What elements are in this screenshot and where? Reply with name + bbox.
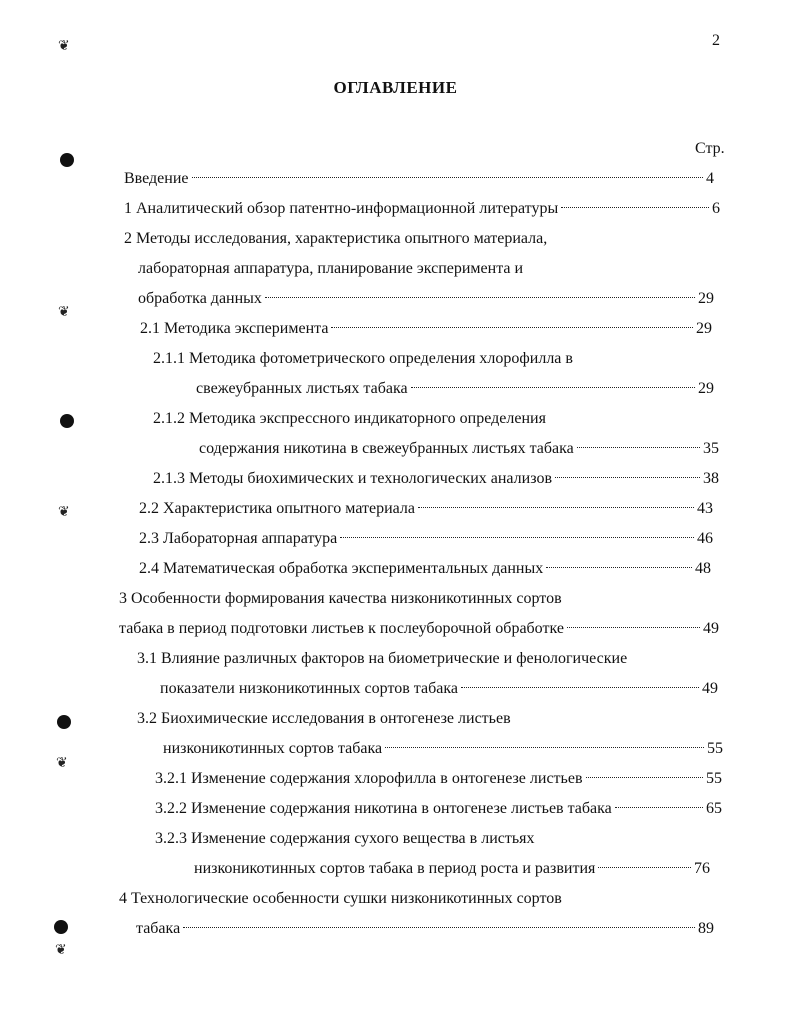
toc-entry-text: 2.1.3 Методы биохимических и технологических анализов — [153, 470, 552, 487]
toc-entry — [139, 527, 713, 551]
binder-hole-dot — [60, 414, 74, 428]
toc-entry-page: 55 — [707, 740, 723, 757]
toc-entry-text: 1 Аналитический обзор патентно-информационной литературы — [124, 200, 559, 217]
toc-entry-text: обработка данных — [138, 290, 262, 307]
toc-entry-page: 29 — [696, 320, 712, 337]
toc-entry — [163, 737, 723, 761]
margin-mark: ❦ — [58, 305, 70, 320]
page-title: ОГЛАВЛЕНИЕ — [333, 78, 458, 97]
toc-entry-text: низконикотинных сортов табака — [163, 740, 383, 757]
toc-entry-page: 65 — [706, 800, 722, 817]
page-column-label: Стр. — [695, 140, 725, 157]
binder-hole-dot — [60, 153, 74, 167]
leader-dots — [183, 927, 695, 928]
toc-entry-text: 2.1.2 Методика экспрессного индикаторного определения — [153, 410, 546, 427]
leader-dots — [586, 777, 704, 778]
toc-entry — [137, 647, 627, 671]
toc-entry-text: 2 Методы исследования, характеристика опытного материала, — [124, 230, 548, 247]
binder-hole-dot — [57, 715, 71, 729]
toc-entry-text: табака — [136, 920, 181, 937]
toc-entry — [196, 377, 714, 401]
toc-entry-page: 49 — [703, 620, 719, 637]
toc-entry-text: 2.1.1 Методика фотометрического определения хлорофилла в — [153, 350, 573, 367]
toc-entry-page: 6 — [712, 200, 720, 217]
toc-entry — [119, 587, 562, 611]
toc-entry-text: 2.4 Математическая обработка экспериментальных данных — [139, 560, 544, 577]
toc-entry-page: 48 — [695, 560, 711, 577]
margin-mark: ❦ — [55, 943, 67, 958]
page-number: 2 — [712, 32, 720, 49]
toc-entry — [155, 797, 722, 821]
leader-dots — [461, 687, 699, 688]
margin-mark: ❦ — [58, 505, 70, 520]
toc-entry-page: 46 — [697, 530, 713, 547]
toc-entry-page: 35 — [703, 440, 719, 457]
toc-entry-text: 3.2.1 Изменение содержания хлорофилла в онтогенезе листьев — [155, 770, 583, 787]
toc-entry — [124, 227, 547, 251]
leader-dots — [192, 177, 704, 178]
toc-entry-text: низконикотинных сортов табака в период роста и развития — [194, 860, 596, 877]
toc-entry — [139, 497, 713, 521]
toc-entry — [155, 767, 722, 791]
toc-entry-text: 3.2.2 Изменение содержания никотина в онтогенезе листьев табака — [155, 800, 612, 817]
toc-entry — [124, 167, 714, 191]
margin-mark: ❦ — [58, 39, 70, 54]
toc-entry-page: 89 — [698, 920, 714, 937]
toc-entry-page: 38 — [703, 470, 719, 487]
toc-entry-page: 49 — [702, 680, 718, 697]
toc-entry — [139, 557, 711, 581]
toc-entry — [138, 257, 523, 281]
leader-dots — [546, 567, 692, 568]
toc-entry-text: 3.2 Биохимические исследования в онтогенезе листьев — [137, 710, 511, 727]
toc-entry-text: 3.1 Влияние различных факторов на биометрические и фенологические — [137, 650, 628, 667]
toc-entry-page: 43 — [697, 500, 713, 517]
toc-entry-text: лабораторная аппаратура, планирование эксперимента и — [138, 260, 524, 277]
leader-dots — [555, 477, 700, 478]
toc-entry-text: Введение — [124, 170, 189, 187]
toc-entry — [137, 707, 511, 731]
leader-dots — [615, 807, 703, 808]
toc-entry-page: 76 — [694, 860, 710, 877]
binder-hole-dot — [54, 920, 68, 934]
toc-entry-text: табака в период подготовки листьев к послеуборочной обработке — [119, 620, 564, 637]
leader-dots — [340, 537, 694, 538]
toc-entry — [138, 287, 714, 311]
toc-entry — [124, 197, 720, 221]
toc-entry-page: 29 — [698, 380, 714, 397]
toc-entry-text: 2.1 Методика эксперимента — [140, 320, 329, 337]
toc-entry — [119, 617, 719, 641]
toc-entry — [194, 857, 710, 881]
toc-entry-text: показатели низконикотинных сортов табака — [160, 680, 458, 697]
toc-entry — [155, 827, 535, 851]
toc-entry-page: 29 — [698, 290, 714, 307]
toc-entry-text: 3.2.3 Изменение содержания сухого вещества в листьях — [155, 830, 535, 847]
leader-dots — [567, 627, 700, 628]
toc-entry — [136, 917, 714, 941]
toc-entry — [153, 347, 573, 371]
toc-entry — [153, 407, 546, 431]
toc-entry — [160, 677, 718, 701]
leader-dots — [265, 297, 695, 298]
toc-entry-page: 4 — [706, 170, 714, 187]
toc-entry-text: 3 Особенности формирования качества низконикотинных сортов — [119, 590, 562, 607]
toc-entry-text: 4 Технологические особенности сушки низконикотинных сортов — [119, 890, 562, 907]
toc-entry — [140, 317, 712, 341]
toc-entry-text: 2.2 Характеристика опытного материала — [139, 500, 415, 517]
leader-dots — [598, 867, 691, 868]
toc-entry-text: 2.3 Лабораторная аппаратура — [139, 530, 338, 547]
leader-dots — [577, 447, 700, 448]
toc-entry-page: 55 — [706, 770, 722, 787]
toc-entry — [199, 437, 719, 461]
leader-dots — [561, 207, 709, 208]
toc-entry — [153, 467, 719, 491]
toc-entry-text: свежеубранных листьях табака — [196, 380, 408, 397]
margin-mark: ❦ — [56, 756, 68, 771]
leader-dots — [331, 327, 693, 328]
toc-entry-text: содержания никотина в свежеубранных листьях табака — [199, 440, 574, 457]
leader-dots — [411, 387, 695, 388]
leader-dots — [385, 747, 704, 748]
toc-entry — [119, 887, 562, 911]
leader-dots — [418, 507, 694, 508]
